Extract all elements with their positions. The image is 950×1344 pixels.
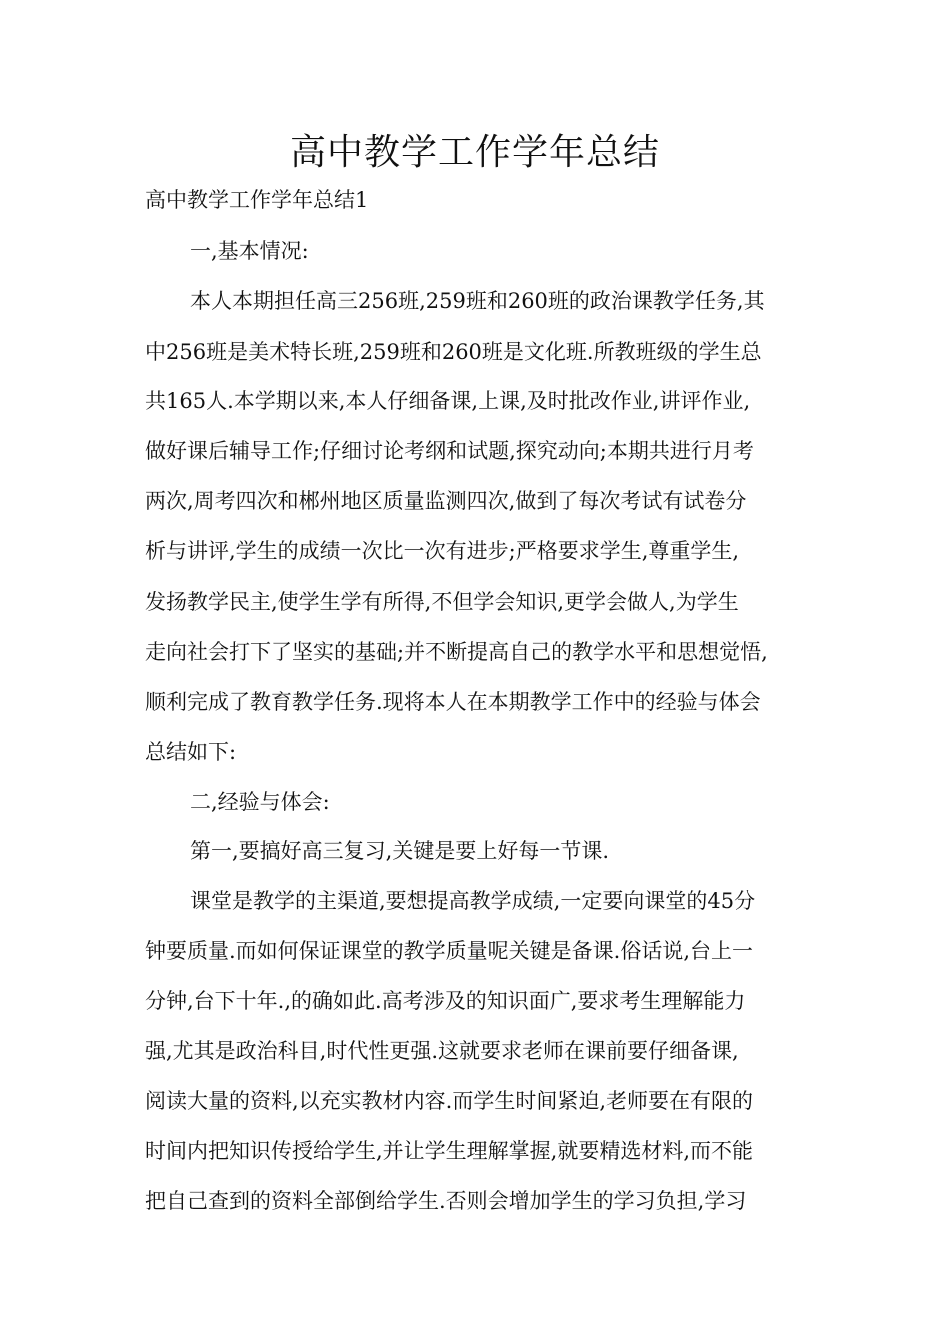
paragraph-line: 发扬教学民主,使学生学有所得,不但学会知识,更学会做人,为学生 [145,590,739,614]
paragraph-line: 时间内把知识传授给学生,并让学生理解掌握,就要精选材料,而不能 [145,1139,754,1163]
paragraph-line: 把自己查到的资料全部倒给学生.否则会增加学生的学习负担,学习 [145,1189,747,1213]
paragraph-line: 走向社会打下了坚实的基础;并不断提高自己的教学水平和思想觉悟, [145,640,768,664]
paragraph-line: 分钟,台下十年.,的确如此.高考涉及的知识面广,要求考生理解能力 [145,989,746,1013]
paragraph-line: 共165人.本学期以来,本人仔细备课,上课,及时批改作业,讲评作业, [145,389,751,413]
heading-experience: 二,经验与体会: [190,790,330,814]
paragraph-line: 中256班是美术特长班,259班和260班是文化班.所教班级的学生总 [145,340,762,364]
paragraph-line: 第一,要搞好高三复习,关键是要上好每一节课. [190,839,610,863]
paragraph-line: 总结如下: [145,740,237,764]
document-title: 高中教学工作学年总结 [289,132,660,173]
paragraph-line: 析与讲评,学生的成绩一次比一次有进步;严格要求学生,尊重学生, [145,539,740,563]
section-subtitle: 高中教学工作学年总结1 [145,188,369,212]
heading-basic-situation: 一,基本情况: [190,239,309,263]
paragraph-line: 本人本期担任高三256班,259班和260班的政治课教学任务,其 [190,289,765,313]
paragraph-line: 做好课后辅导工作;仔细讨论考纲和试题,探究动向;本期共进行月考 [145,439,754,463]
paragraph-line: 强,尤其是政治科目,时代性更强.这就要求老师在课前要仔细备课, [145,1039,739,1063]
paragraph-line: 课堂是教学的主渠道,要想提高教学成绩,一定要向课堂的45分 [190,889,756,913]
paragraph-line: 钟要质量.而如何保证课堂的教学质量呢关键是备课.俗话说,台上一 [145,939,754,963]
paragraph-line: 顺利完成了教育教学任务.现将本人在本期教学工作中的经验与体会 [145,690,761,714]
paragraph-line: 阅读大量的资料,以充实教材内容.而学生时间紧迫,老师要在有限的 [145,1089,754,1113]
paragraph-line: 两次,周考四次和郴州地区质量监测四次,做到了每次考试有试卷分 [145,489,747,513]
